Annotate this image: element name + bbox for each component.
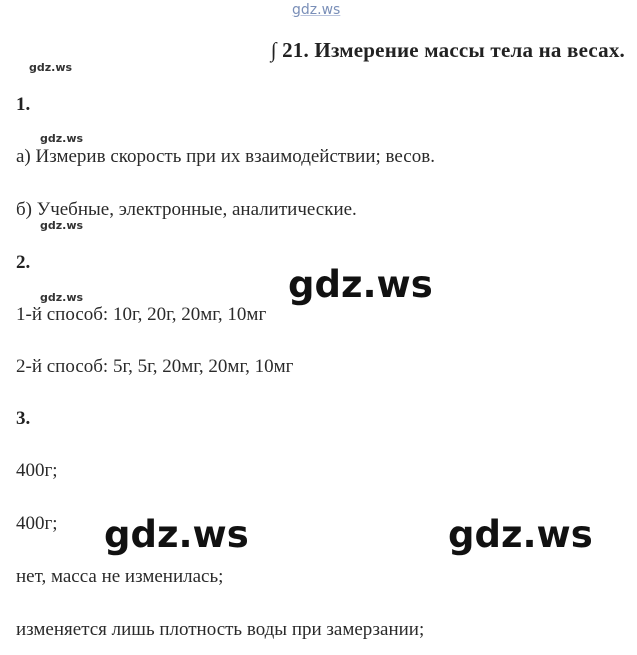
- watermark-small: gdz.ws: [29, 61, 73, 74]
- watermark-small: gdz.ws: [40, 291, 84, 304]
- answer-line-2a: 1-й способ: 10г, 20г, 20мг, 10мг: [16, 304, 267, 325]
- watermark-large: gdz.ws: [104, 513, 249, 556]
- page-title: ∫ 21. Измерение массы тела на весах.: [270, 38, 625, 62]
- question-number-3: 3.: [16, 408, 31, 429]
- answer-line-1b: б) Учебные, электронные, аналитические.: [16, 199, 357, 220]
- answer-line-3a: 400г;: [16, 460, 58, 481]
- answer-line-2b: 2-й способ: 5г, 5г, 20мг, 20мг, 10мг: [16, 356, 294, 377]
- answer-line-3b: 400г;: [16, 513, 58, 534]
- watermark-large: gdz.ws: [288, 263, 433, 306]
- watermark-small: gdz.ws: [40, 132, 84, 145]
- question-number-2: 2.: [16, 252, 31, 273]
- answer-line-1a: а) Измерив скорость при их взаимодействии; весов.: [16, 146, 435, 167]
- watermark-small: gdz.ws: [40, 219, 84, 232]
- question-number-1: 1.: [16, 94, 31, 115]
- answer-line-3c: нет, масса не изменилась;: [16, 566, 224, 587]
- watermark-top[interactable]: gdz.ws: [292, 2, 341, 18]
- watermark-large: gdz.ws: [448, 513, 593, 556]
- answer-line-3d: изменяется лишь плотность воды при замерзании;: [16, 619, 425, 640]
